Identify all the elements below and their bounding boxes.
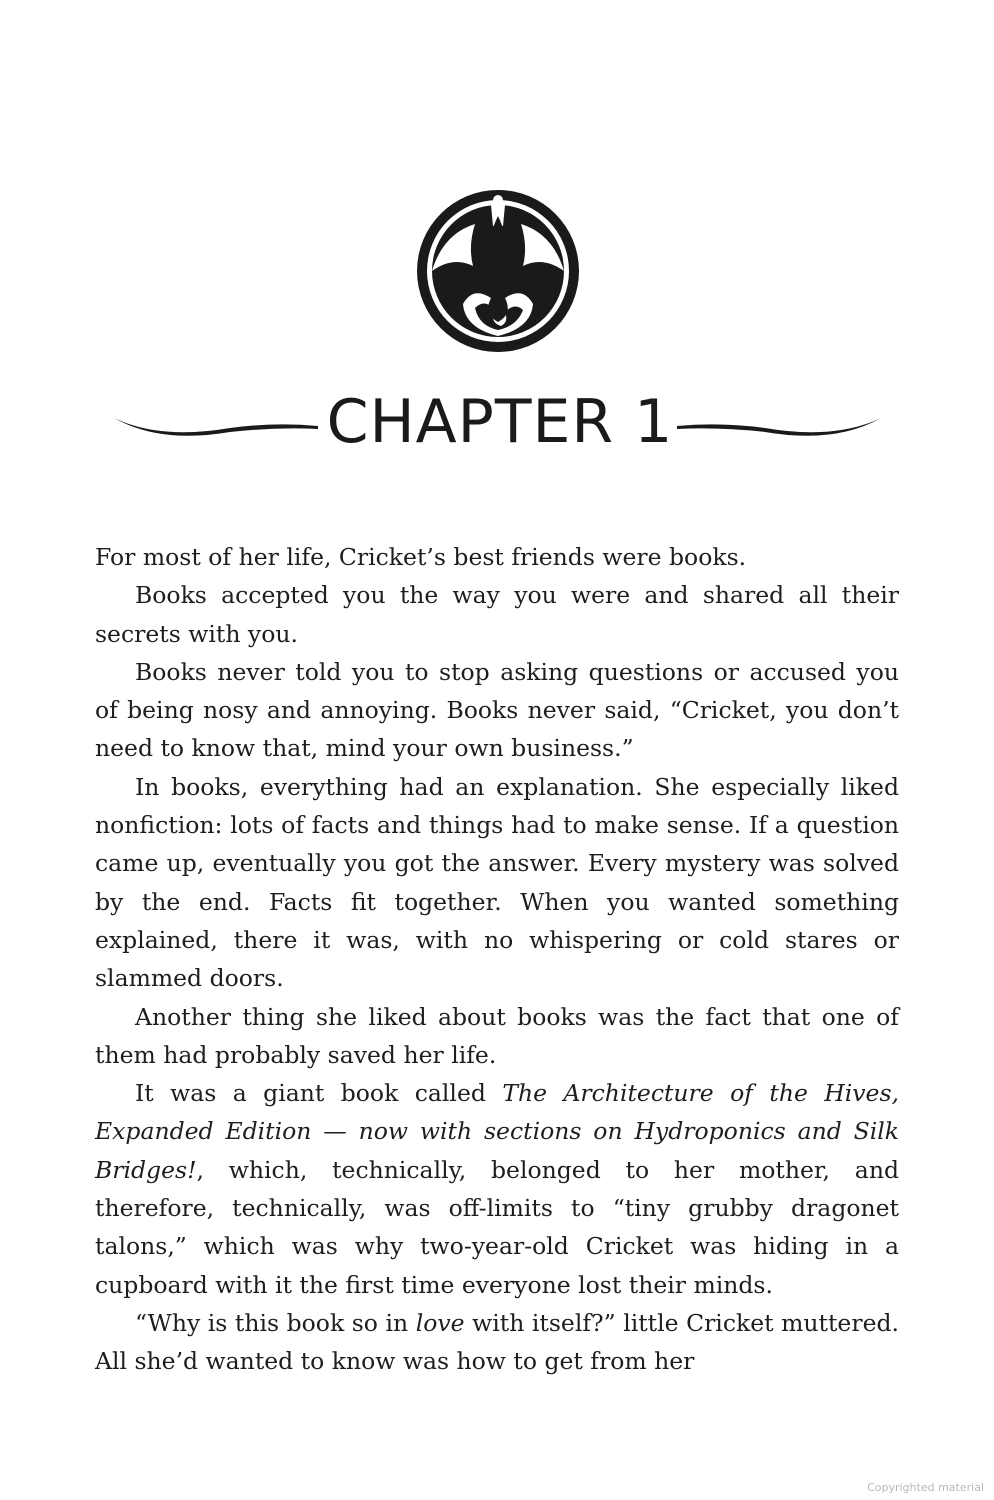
chapter-title: CHAPTER 1 [326,387,674,457]
text-run: , which, technically, belonged to her mother, and therefore, technically, was off-limits to “tiny grubby dragonet talons,” which was why two-year-old Cricket was hiding in a cupboard with it the first time everyone lost their minds. [95,1155,899,1299]
paragraph [95,1304,899,1381]
copyright-notice: Copyrighted material [867,1481,984,1494]
text-run: “Why is this book so in [135,1308,416,1337]
dragon-emblem-icon [413,186,583,356]
emphasis: love [415,1308,465,1337]
paragraph: For most of her life, Cricket’s best friends were books. [95,543,747,571]
text-run: with itself?” little Cricket muttered. All she’d wanted to know was how to get from her [95,1308,899,1376]
right-swash-ornament [675,380,885,470]
text-run: It was a giant book called [135,1079,503,1108]
book-title: The Architecture of the Hives, Expanded Edition — now with sections on Hydroponics and Silk Bridges! [95,1079,899,1184]
paragraph: Books accepted you the way you were and shared all their secrets with you. [95,581,899,648]
left-swash-ornament [110,380,320,470]
paragraph [95,1074,899,1304]
paragraph: In books, everything had an explanation. She especially liked nonfiction: lots of facts and things had to make sense. If a question came up, eventually you got the answer. Every mystery was solved by the end. Facts fit together. When you wanted something explained, there it was, with no whispering or cold stares or slammed doors. [95,772,899,993]
paragraph: Books never told you to stop asking questions or accused you of being nosy and annoying. Books never said, “Cricket, you don’t need to know that, mind your own business.” [95,657,899,763]
chapter-body [95,538,899,1381]
chapter-heading [0,380,994,470]
paragraph: Another thing she liked about books was the fact that one of them had probably saved her life. [95,1002,899,1069]
